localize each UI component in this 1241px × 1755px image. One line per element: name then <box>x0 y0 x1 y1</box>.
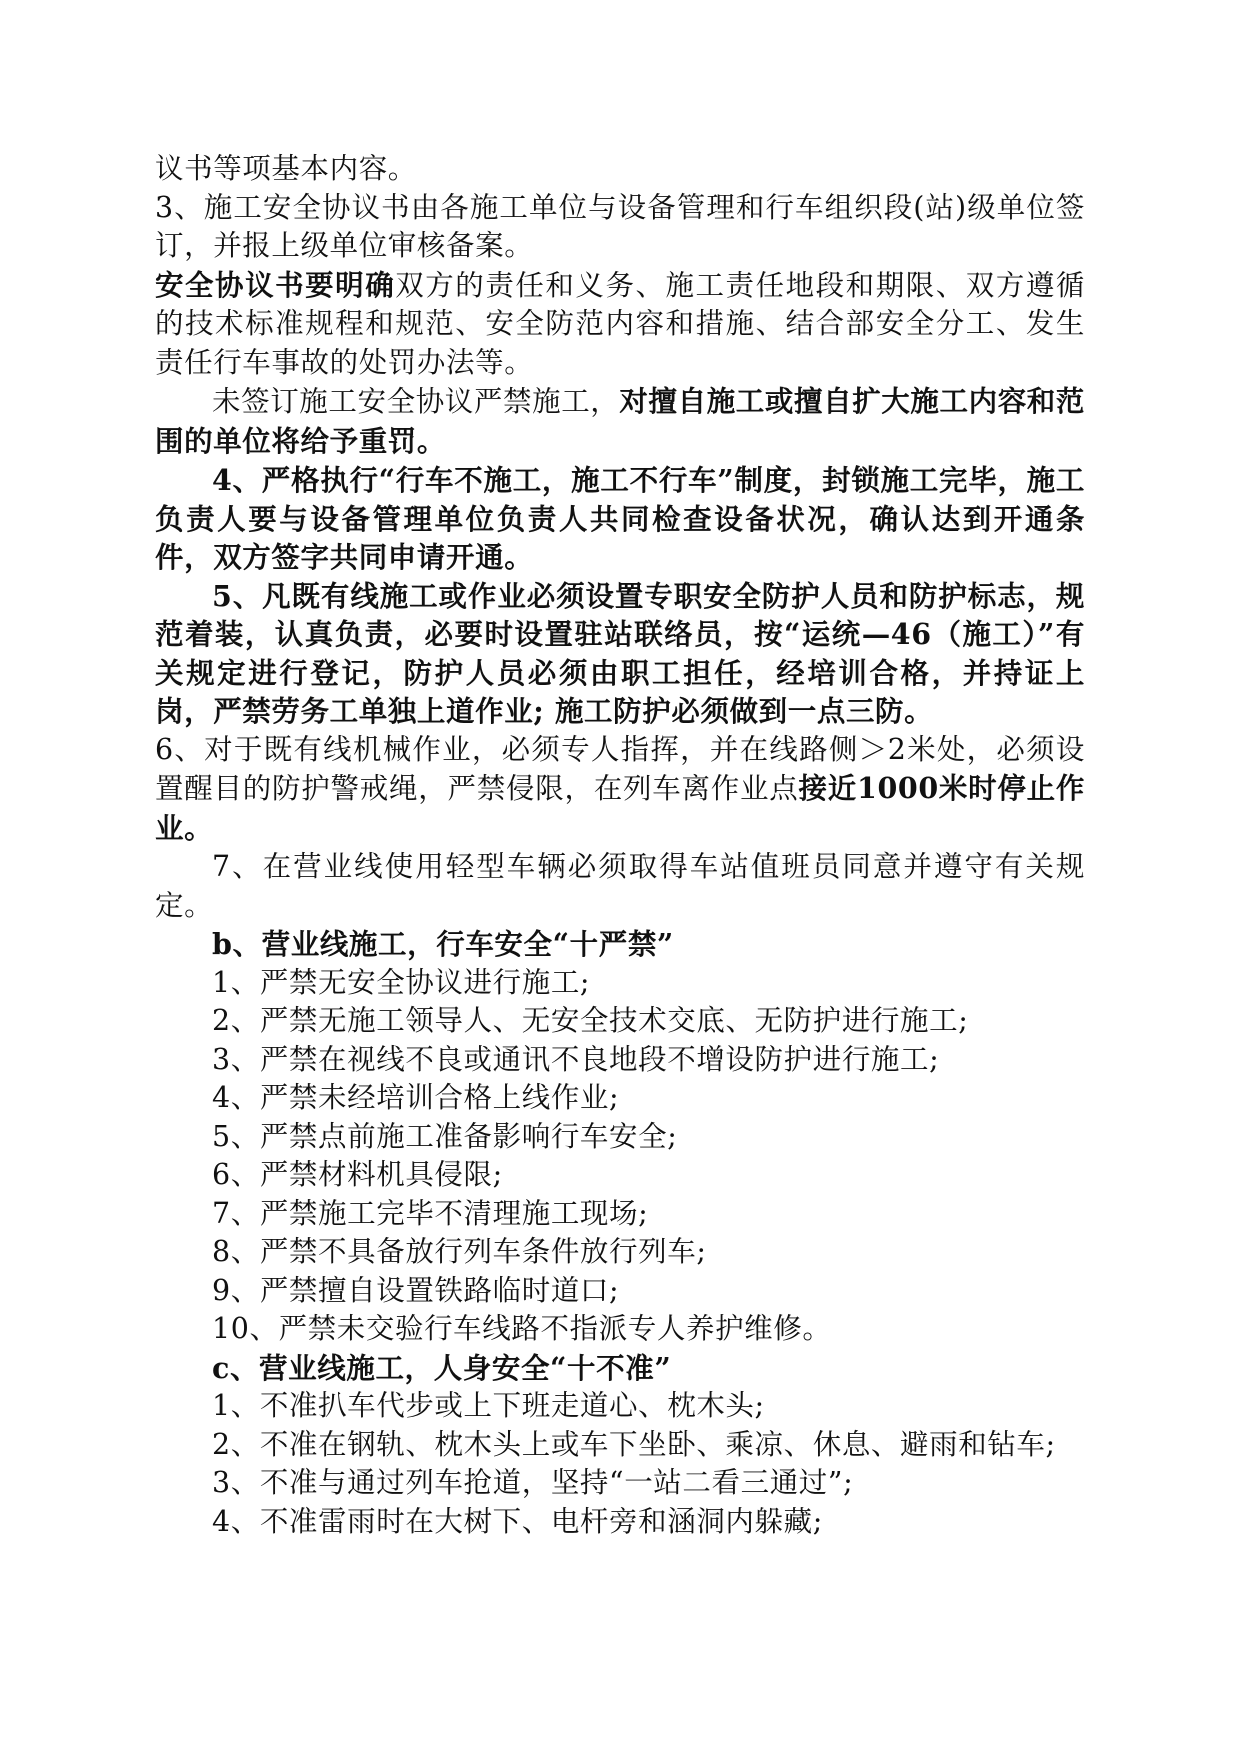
paragraph-agreement-signing: 3、施工安全协议书由各施工单位与设备管理和行车组织段(站)级单位签订，并报上级单位审核备案。 <box>155 190 1085 262</box>
no-agreement-text: 未签订施工安全协议严禁施工， <box>212 385 620 418</box>
list-item-c-2: 2、不准在钢轨、枕木头上或车下坐卧、乘凉、休息、避雨和钻车; <box>212 1427 1056 1461</box>
paragraph-rule-5: 5、凡既有线施工或作业必须设置专职安全防护人员和防护标志，规范着装，认真负责，必要时设置驻站联络员，按“运统—46（施工）”有关规定进行登记，防护人员必须由职工担任，经培训合格，并持证上岗，严禁劳务工单独上道作业; 施工防护必须做到一点三防。 <box>155 578 1085 728</box>
list-item-b-6: 6、严禁材料机具侵限; <box>212 1158 503 1191</box>
list-item-c-3: 3、不准与通过列车抢道，坚持“一站二看三通过”; <box>212 1466 854 1499</box>
list-item-c-4: 4、不准雷雨时在大树下、电杆旁和涵洞内躲藏; <box>212 1504 823 1538</box>
paragraph-agreement-content <box>155 266 1085 383</box>
paragraph-rule-7: 7、在营业线使用轻型车辆必须取得车站值班员同意并遵守有关规定。 <box>155 850 1085 922</box>
list-item-b-2: 2、严禁无施工领导人、无安全技术交底、无防护进行施工; <box>212 1004 969 1037</box>
section-heading-b: b、营业线施工，行车安全“十严禁” <box>212 927 674 961</box>
list-item-b-4: 4、严禁未经培训合格上线作业; <box>212 1081 620 1114</box>
penalty-emphasis: 对擅自施工或擅自扩大施工内容和范围的单位将给予重罚。 <box>155 384 1086 458</box>
list-item-b-7: 7、严禁施工完毕不清理施工现场; <box>212 1196 649 1230</box>
agreement-details: 双方的责任和义务、施工责任地段和期限、双方遵循的技术标准规程和规范、安全防范内容和措施、结合部安全分工、发生责任行车事故的处罚办法等。 <box>155 268 1085 379</box>
section-heading-c: c、营业线施工，人身安全“十不准” <box>212 1350 672 1385</box>
paragraph-rule-6 <box>155 731 1085 849</box>
list-item-b-9: 9、严禁擅自设置铁路临时道口; <box>212 1273 620 1307</box>
list-item-b-1: 1、严禁无安全协议进行施工; <box>212 965 591 999</box>
list-item-c-1: 1、不准扒车代步或上下班走道心、枕木头; <box>212 1389 765 1422</box>
paragraph-continuation: 议书等项基本内容。 <box>155 152 417 185</box>
rule-6-emphasis: 接近1000米时停止作业。 <box>155 771 1086 845</box>
list-item-b-5: 5、严禁点前施工准备影响行车安全; <box>212 1119 678 1153</box>
list-item-b-10: 10、严禁未交验行车线路不指派专人养护维修。 <box>212 1312 832 1345</box>
document-page <box>155 150 1085 1541</box>
list-item-b-8: 8、严禁不具备放行列车条件放行列车; <box>212 1235 707 1268</box>
paragraph-no-agreement-penalty <box>155 382 1085 461</box>
list-item-b-3: 3、严禁在视线不良或通讯不良地段不增设防护进行施工; <box>212 1042 940 1076</box>
paragraph-rule-4: 4、严格执行“行车不施工，施工不行车”制度，封锁施工完毕，施工负责人要与设备管理单位负责人共同检查设备状况，确认达到开通条件，双方签字共同申请开通。 <box>155 463 1085 574</box>
rule-6-text: 6、对于既有线机械作业，必须专人指挥，并在线路侧＞2米处，必须设置醒目的防护警戒绳，严禁侵限，在列车离作业点 <box>155 732 1085 805</box>
agreement-emphasis: 安全协议书要明确 <box>155 267 396 302</box>
